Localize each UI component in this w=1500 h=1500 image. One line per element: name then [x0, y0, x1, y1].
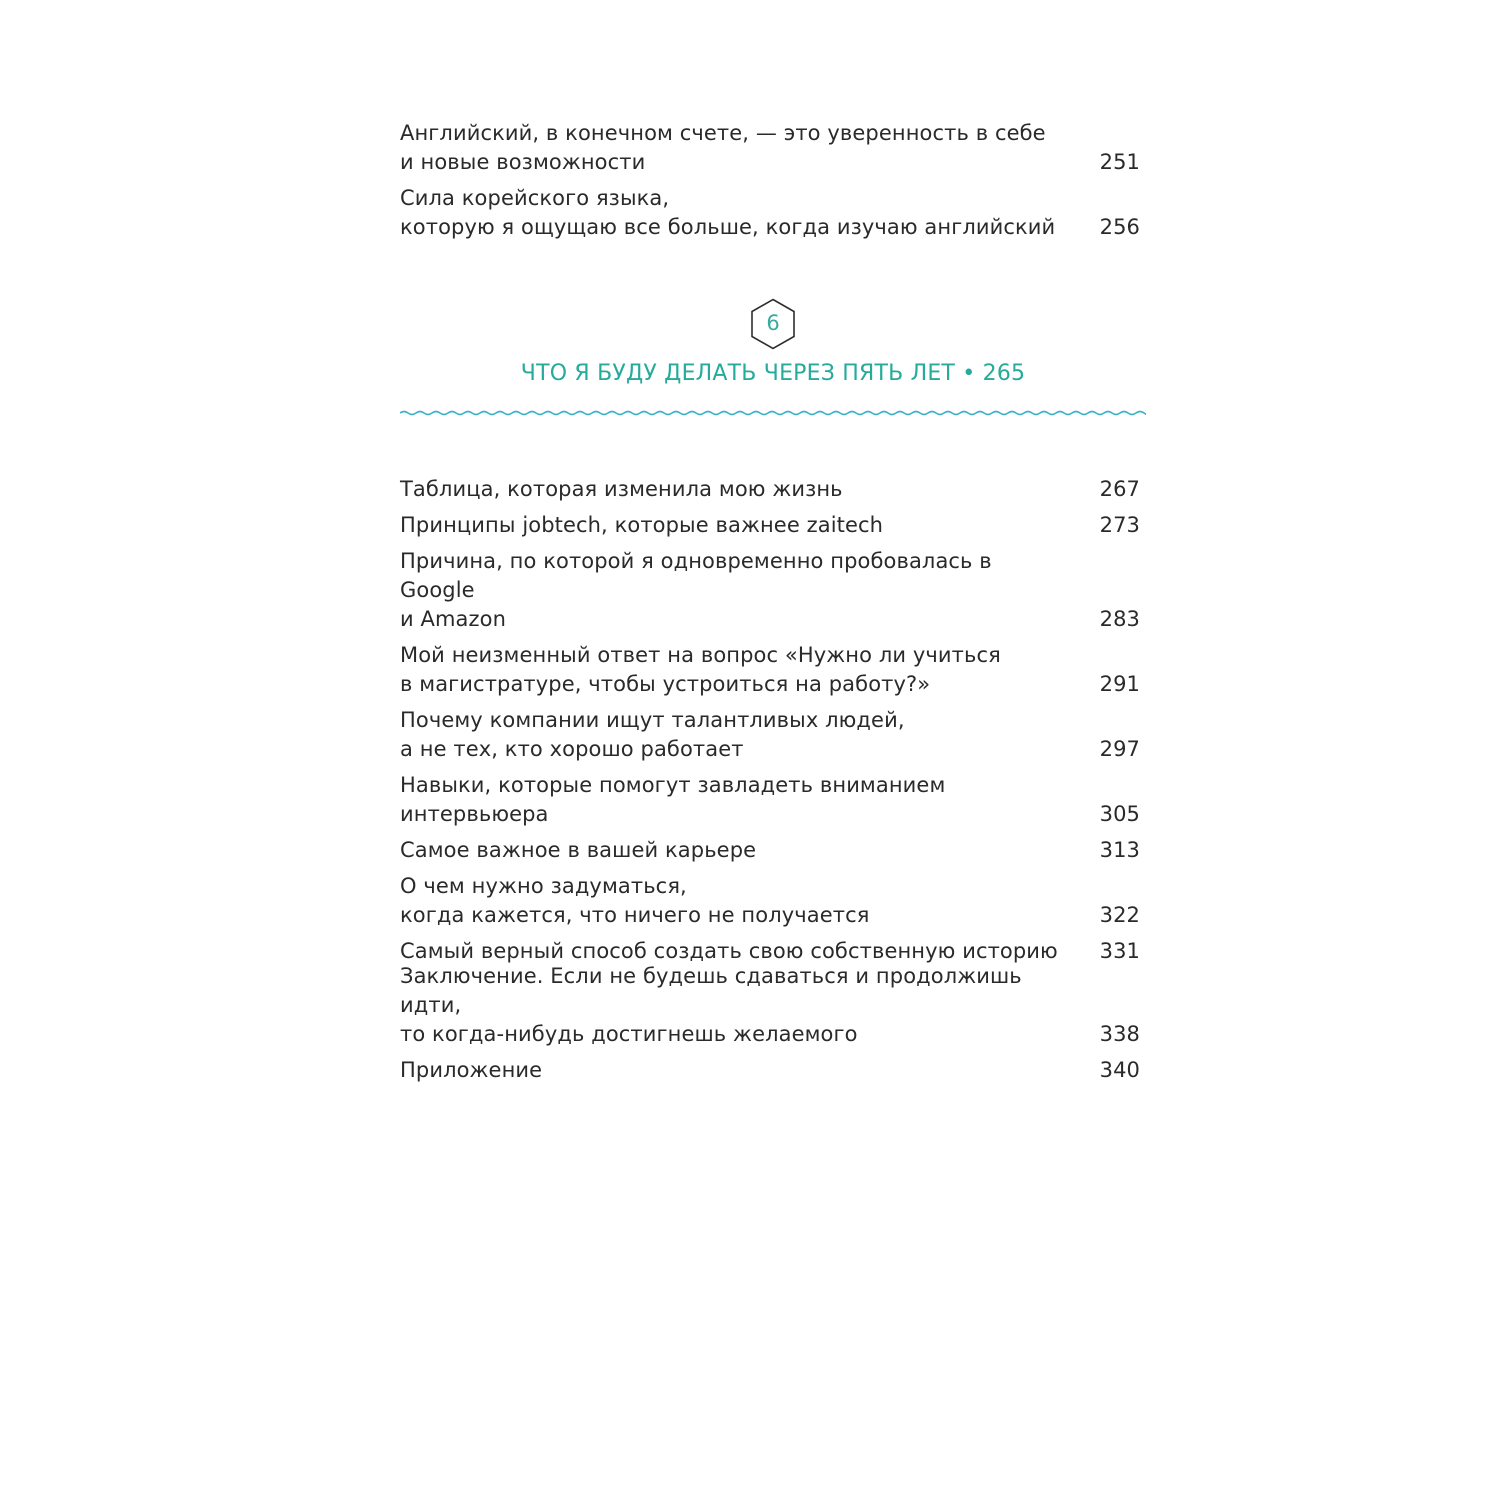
- toc-entry-page: 251: [1099, 150, 1140, 174]
- toc-entry-page: 313: [1099, 838, 1140, 862]
- toc-section-chapter-6: [400, 475, 1142, 966]
- toc-entry-title: Мой неизменный ответ на вопрос «Нужно ли учиться в магистратуре, чтобы устроиться на работу?»: [400, 643, 1001, 696]
- toc-entry: [400, 836, 1142, 865]
- toc-entry: [400, 771, 1142, 829]
- toc-entry-title: Английский, в конечном счете, — это уверенность в себе и новые возможности: [400, 121, 1046, 174]
- toc-entry: [400, 511, 1142, 540]
- toc-entry: [400, 547, 1142, 634]
- toc-entry-page: 338: [1099, 1022, 1140, 1046]
- toc-entry-title: Навыки, которые помогут завладеть вниманием интервьюера: [400, 773, 946, 826]
- toc-entry-title: Заключение. Если не будешь сдаваться и продолжишь идти, то когда-нибудь достигнешь желаемого: [400, 964, 1022, 1046]
- toc-entry: [400, 475, 1142, 504]
- toc-entry-page: 305: [1099, 802, 1140, 826]
- toc-entry-title: Причина, по которой я одновременно пробовалась в Google и Amazon: [400, 549, 992, 631]
- toc-entry-title: О чем нужно задуматься, когда кажется, что ничего не получается: [400, 874, 870, 927]
- toc-entry-page: 256: [1099, 215, 1140, 239]
- toc-entry-page: 291: [1099, 672, 1140, 696]
- wave-divider: [400, 406, 1146, 420]
- toc-entry: [400, 706, 1142, 764]
- toc-entry-title: Таблица, которая изменила мою жизнь: [400, 477, 843, 501]
- toc-entry-title: Почему компании ищут талантливых людей, а не тех, кто хорошо работает: [400, 708, 905, 761]
- toc-entry-page: 322: [1099, 903, 1140, 927]
- chapter-number: 6: [766, 311, 780, 335]
- toc-entry: [400, 641, 1142, 699]
- toc-entry-page: 340: [1099, 1058, 1140, 1082]
- toc-entry-page: 331: [1099, 939, 1140, 963]
- toc-entry-page: 283: [1099, 607, 1140, 631]
- toc-entry-title: Сила корейского языка, которую я ощущаю все больше, когда изучаю английский: [400, 186, 1056, 239]
- toc-section-previous: [400, 119, 1142, 242]
- toc-entry-title: Принципы jobtech, которые важнее zaitech: [400, 513, 884, 537]
- toc-entry: [400, 1056, 1142, 1085]
- toc-entry: [400, 119, 1142, 177]
- chapter-title: ЧТО Я БУДУ ДЕЛАТЬ ЧЕРЕЗ ПЯТЬ ЛЕТ • 265: [520, 361, 1026, 386]
- chapter-header: [400, 298, 1146, 428]
- toc-entry: [400, 184, 1142, 242]
- toc-entry: [400, 872, 1142, 930]
- toc-entry-title: Самый верный способ создать свою собственную историю: [400, 939, 1058, 963]
- toc-entry-title: Приложение: [400, 1058, 543, 1082]
- toc-section-end: [400, 962, 1142, 1085]
- toc-entry-page: 297: [1099, 737, 1140, 761]
- chapter-number-badge: [750, 298, 796, 350]
- toc-entry-page: 273: [1099, 513, 1140, 537]
- toc-entry-page: 267: [1099, 477, 1140, 501]
- toc-entry: [400, 962, 1142, 1049]
- toc-entry-title: Самое важное в вашей карьере: [400, 838, 757, 862]
